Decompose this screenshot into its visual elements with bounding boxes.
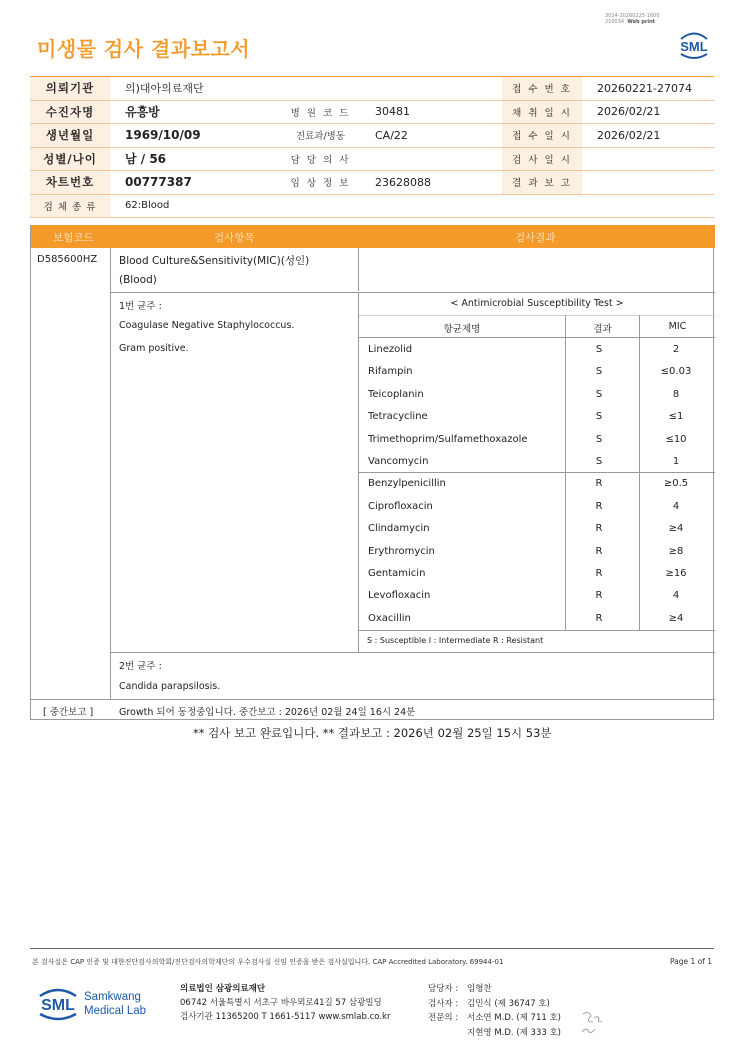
info-label: 담 당 의 사 [281,147,360,171]
antibiotic-row [359,383,714,405]
patient-info-table [30,76,714,218]
staff-value: 지현영 M.D. (제 333 호) [467,1027,562,1038]
susceptibility-result: S [595,344,603,355]
mic-value: ≥8 [668,545,684,557]
organism-2-label: 2번 균주 : [119,661,162,672]
print-meta-time: 210034 [605,19,625,25]
antibiotic-name: Vancomycin [368,456,429,467]
print-meta [605,13,660,25]
info-label: 의뢰기관 [30,77,110,101]
info-row [30,124,714,148]
staff-key: 전문의 : [428,1013,459,1023]
divider [358,248,359,291]
accreditation-note: 본 검사실은 CAP 인증 및 대한진단검사의학회/진단검사의학재단의 우수검사실 신임 인증을 받은 검사실입니다. CAP Accredited Laboratory. 69944-01 [32,958,504,966]
susceptibility-result: S [595,456,603,467]
antibiotic-name: Rifampin [368,366,413,378]
info-row [30,77,714,101]
sml-logo-text: SML [680,39,708,54]
specimen-type: 62:Blood [110,194,714,218]
staff-key: 검사자 : [428,998,459,1009]
mic-value: ≥4 [668,612,684,624]
info-row [30,171,714,195]
col-drug: 항균제명 [443,324,481,335]
ast-legend: S : Susceptible I : Intermediate R : Resistant [367,636,544,645]
antibiotic-name: Trimethoprim/Sulfamethoxazole [368,433,528,445]
antibiotic-name: Ciprofloxacin [368,500,433,512]
mic-value: 2 [672,344,680,355]
susceptibility-result: S [595,433,603,445]
info-label: 접 수 번 호 [502,77,582,101]
hospital-code: 30481 [360,100,502,124]
divider [110,652,715,653]
samkwang-logo [38,982,158,1024]
sml-logo-icon [677,30,711,60]
col-result: 결과 [593,324,612,335]
mic-value: ≤1 [668,411,684,423]
receipt-date: 2026/02/21 [582,124,714,148]
logo-line-2: Medical Lab [84,1005,147,1017]
antibiotic-name: Linezolid [368,344,413,355]
info-label: 병 원 코 드 [281,100,360,124]
info-label: 수진자명 [30,100,110,124]
antibiotic-row [359,495,714,517]
web-print-label: Web print [627,19,656,25]
antibiotic-row [359,472,714,494]
info-label: 차트번호 [30,171,110,195]
antibiotic-name: Erythromycin [368,545,435,557]
test-specimen: (Blood) [119,274,157,286]
susceptibility-result: S [595,411,603,423]
susceptibility-result: R [595,500,603,512]
organization-info [180,982,390,1024]
info-row [30,194,714,218]
sex-age: 남 / 56 [110,147,281,171]
staff-value: 임형찬 [467,984,492,994]
organism-1-gram: Gram positive. [119,343,189,354]
info-row [30,147,714,171]
attending-physician [360,147,502,171]
antibiotic-name: Benzylpenicillin [368,478,446,490]
insurance-code: D585600HZ [37,254,98,265]
divider [359,630,715,631]
info-label: 생년월일 [30,124,110,148]
organism-1-label: 1번 균주 : [119,301,162,312]
antibiotic-row [359,607,714,629]
mic-value: ≥4 [668,523,684,535]
antibiotic-row [359,540,714,562]
clinical-info: 23628088 [360,171,502,195]
divider [110,248,111,700]
antibiotic-name: Oxacillin [368,612,411,624]
staff-value: 김민식 (제 36747 호) [467,998,550,1009]
mic-value: 4 [672,590,680,602]
antibiotic-row [359,584,714,606]
header-insurance-code: 보험코드 [53,232,94,244]
info-label: 접 수 일 시 [502,124,582,148]
org-address: 06742 서울특별시 서초구 바우뫼로41길 57 삼광빌딩 [180,998,382,1008]
antibiotic-row [359,405,714,427]
divider [110,292,715,293]
print-meta-code: 3014-20260225-1600 [605,13,660,19]
info-row [30,100,714,124]
collection-date: 2026/02/21 [582,100,714,124]
antibiotic-name: Clindamycin [368,523,430,535]
divider [31,699,715,700]
result-report [582,171,714,195]
patient-name: 유흥방 [110,100,281,124]
mic-value: ≥16 [665,568,687,579]
interim-report-text: Growth 되어 동정중입니다. 중간보고 : 2026년 02월 24일 16시 24분 [119,707,416,718]
info-label: 결 과 보 고 [502,171,582,195]
antibiotic-name: Levofloxacin [368,590,431,602]
antibiotic-name: Tetracycline [368,411,428,423]
header-test-item: 검사항목 [214,232,255,244]
mic-value: ≤10 [665,433,687,445]
info-label: 성별/나이 [30,147,110,171]
susceptibility-result: S [595,388,603,400]
org-contact: 검사기관 11365200 T 1661-5117 www.smlab.co.kr [180,1012,391,1022]
antibiotic-row [359,450,714,472]
antibiotic-name: Gentamicin [368,568,426,579]
col-mic: MIC [668,321,687,332]
report-title: 미생물 검사 결과보고서 [37,37,251,61]
staff-key: 담당자 : [428,984,459,994]
info-label: 검 사 일 시 [502,147,582,171]
logo-line-1: Samkwang [84,991,141,1003]
interim-report-label: [ 중간보고 ] [43,707,94,718]
chart-number: 00777387 [110,171,281,195]
organism-1-name: Coagulase Negative Staphylococcus. [119,320,295,331]
info-label: 진료과/병동 [281,124,360,148]
antibiotic-row [359,338,714,360]
org-name: 의료법인 삼광의료재단 [180,984,266,994]
susceptibility-result: R [595,478,603,490]
susceptibility-result: R [595,568,603,579]
test-name: Blood Culture&Sensitivity(MIC)(성인) [119,255,310,267]
footer-divider [30,948,714,949]
antibiotic-name: Teicoplanin [368,388,424,400]
test-date [582,147,714,171]
organism-2-name: Candida parapsilosis. [119,681,221,692]
results-table [30,225,714,720]
info-label: 임 상 정 보 [281,171,360,195]
info-label: 검 체 종 류 [30,194,110,218]
antibiotic-row [359,428,714,450]
info-label: 채 취 일 시 [502,100,582,124]
signature-mark [580,1008,610,1038]
antibiotic-row [359,517,714,539]
mic-value: 1 [672,456,680,467]
page-number: Page 1 of 1 [670,957,713,966]
requesting-institution: 의)대아의료재단 [110,77,502,101]
logo-sml-text: SML [41,997,75,1014]
mic-value: ≤0.03 [660,366,692,378]
susceptibility-result: S [595,366,603,378]
ast-title: < Antimicrobial Susceptibility Test > [450,298,624,309]
antibiotic-row [359,360,714,382]
receipt-number: 20260221-27074 [582,77,714,101]
susceptibility-result: R [595,523,603,535]
divider [359,315,715,316]
susceptibility-result: R [595,545,603,557]
susceptibility-result: R [595,612,603,624]
completion-note: ** 검사 보고 완료입니다. ** 결과보고 : 2026년 02월 25일 15시 53분 [193,726,552,740]
mic-value: 8 [672,388,680,400]
mic-value: 4 [672,500,680,512]
mic-value: ≥0.5 [663,478,689,490]
birth-date: 1969/10/09 [110,124,281,148]
susceptibility-result: R [595,590,603,602]
staff-list [428,982,561,1040]
header-test-result: 검사결과 [515,232,556,244]
results-header [31,225,715,248]
staff-value: 서소연 M.D. (제 711 호) [467,1013,562,1023]
antibiotic-row [359,562,714,584]
department-ward: CA/22 [360,124,502,148]
